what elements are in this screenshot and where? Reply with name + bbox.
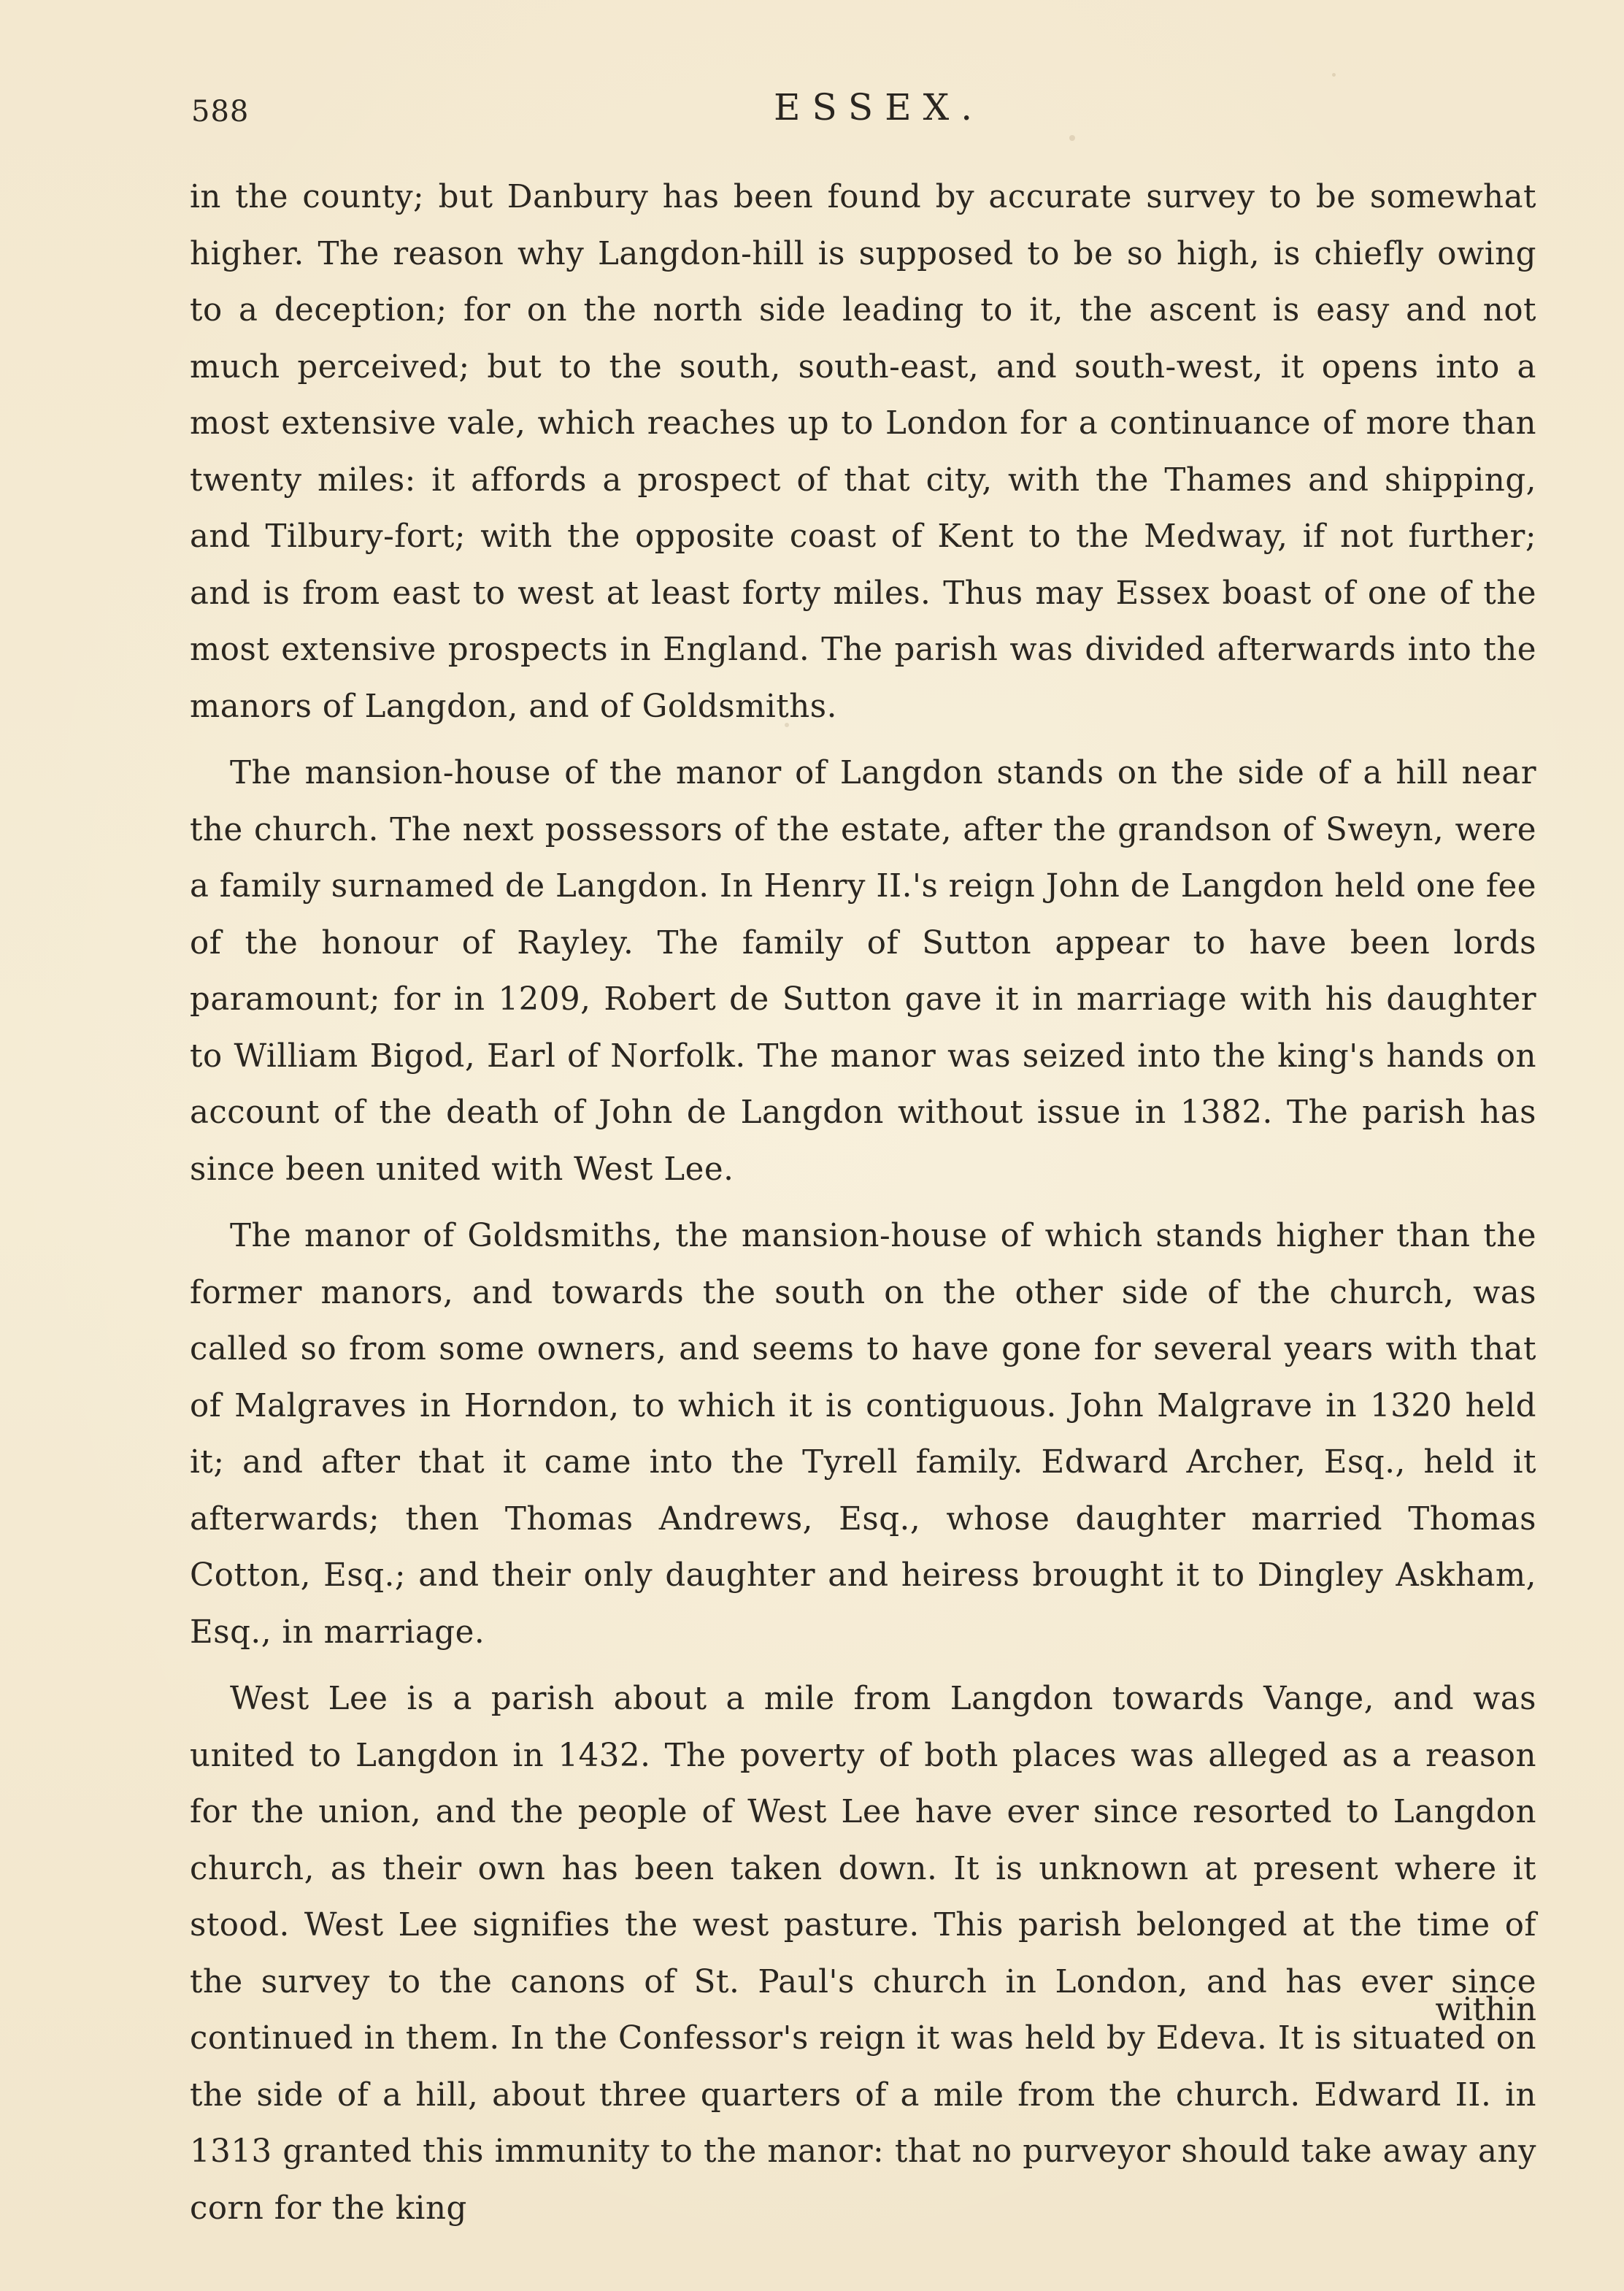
- paper-foxing-spot: [1069, 135, 1075, 141]
- paper-foxing-spot: [785, 723, 789, 727]
- running-head: ESSEX.: [774, 86, 985, 128]
- paper-foxing-spot: [1332, 73, 1336, 77]
- paragraph: The manor of Goldsmiths, the mansion-house of which stands higher than the former manors, and towards the south on the other side of the church, was called so from some owners, and seems to have gone for several years with that of Malgraves in Horndon, to which it is contiguous. John Malgrave in 1320 held it; and after that it came into the Tyrell family. Edward Archer, Esq., held it afterwards; then Thomas Andrews, Esq., whose daughter married Thomas Cotton, Esq.; and their only daughter and heiress brought it to Dingley Askham, Esq., in marriage.: [190, 1218, 1536, 1651]
- page-number: 588: [191, 95, 250, 128]
- catchword: within: [1435, 1992, 1536, 2028]
- paragraph: in the county; but Danbury has been found by accurate survey to be somewhat higher. The reason why Langdon-hill is supposed to be so high, is chiefly owing to a deception; for on the north side leading to it, the ascent is easy and not much perceived; but to the south, south-east, and south-west, it opens into a most extensive vale, which reaches up to London for a continuance of more than twenty miles: it affords a prospect of that city, with the Thames and shipping, and Tilbury-fort; with the opposite coast of Kent to the Medway, if not further; and is from east to west at least forty miles. Thus may Essex boast of one of the most extensive prospects in England. The parish was divided afterwards into the manors of Langdon, and of Goldsmiths.: [190, 179, 1536, 725]
- body-text: [190, 169, 1536, 2247]
- paragraph: The mansion-house of the manor of Langdon stands on the side of a hill near the church. The next possessors of the estate, after the grandson of Sweyn, were a family surnamed de Langdon. In Henry II.'s reign John de Langdon held one fee of the honour of Rayley. The family of Sutton appear to have been lords paramount; for in 1209, Robert de Sutton gave it in marriage with his daughter to William Bigod, Earl of Norfolk. The manor was seized into the king's hands on account of the death of John de Langdon without issue in 1382. The parish has since been united with West Lee.: [190, 755, 1536, 1188]
- page-header: [191, 86, 1505, 145]
- paragraph: West Lee is a parish about a mile from Langdon towards Vange, and was united to Langdon in 1432. The poverty of both places was alleged as a reason for the union, and the people of West Lee have ever since resorted to Langdon church, as their own has been taken down. It is unknown at present where it stood. West Lee signifies the west pasture. This parish belonged at the time of the survey to the canons of St. Paul's church in London, and has ever since continued in them. In the Confessor's reign it was held by Edeva. It is situated on the side of a hill, about three quarters of a mile from the church. Edward II. in 1313 granted this immunity to the manor: that no purveyor should take away any corn for the king: [190, 1681, 1536, 2227]
